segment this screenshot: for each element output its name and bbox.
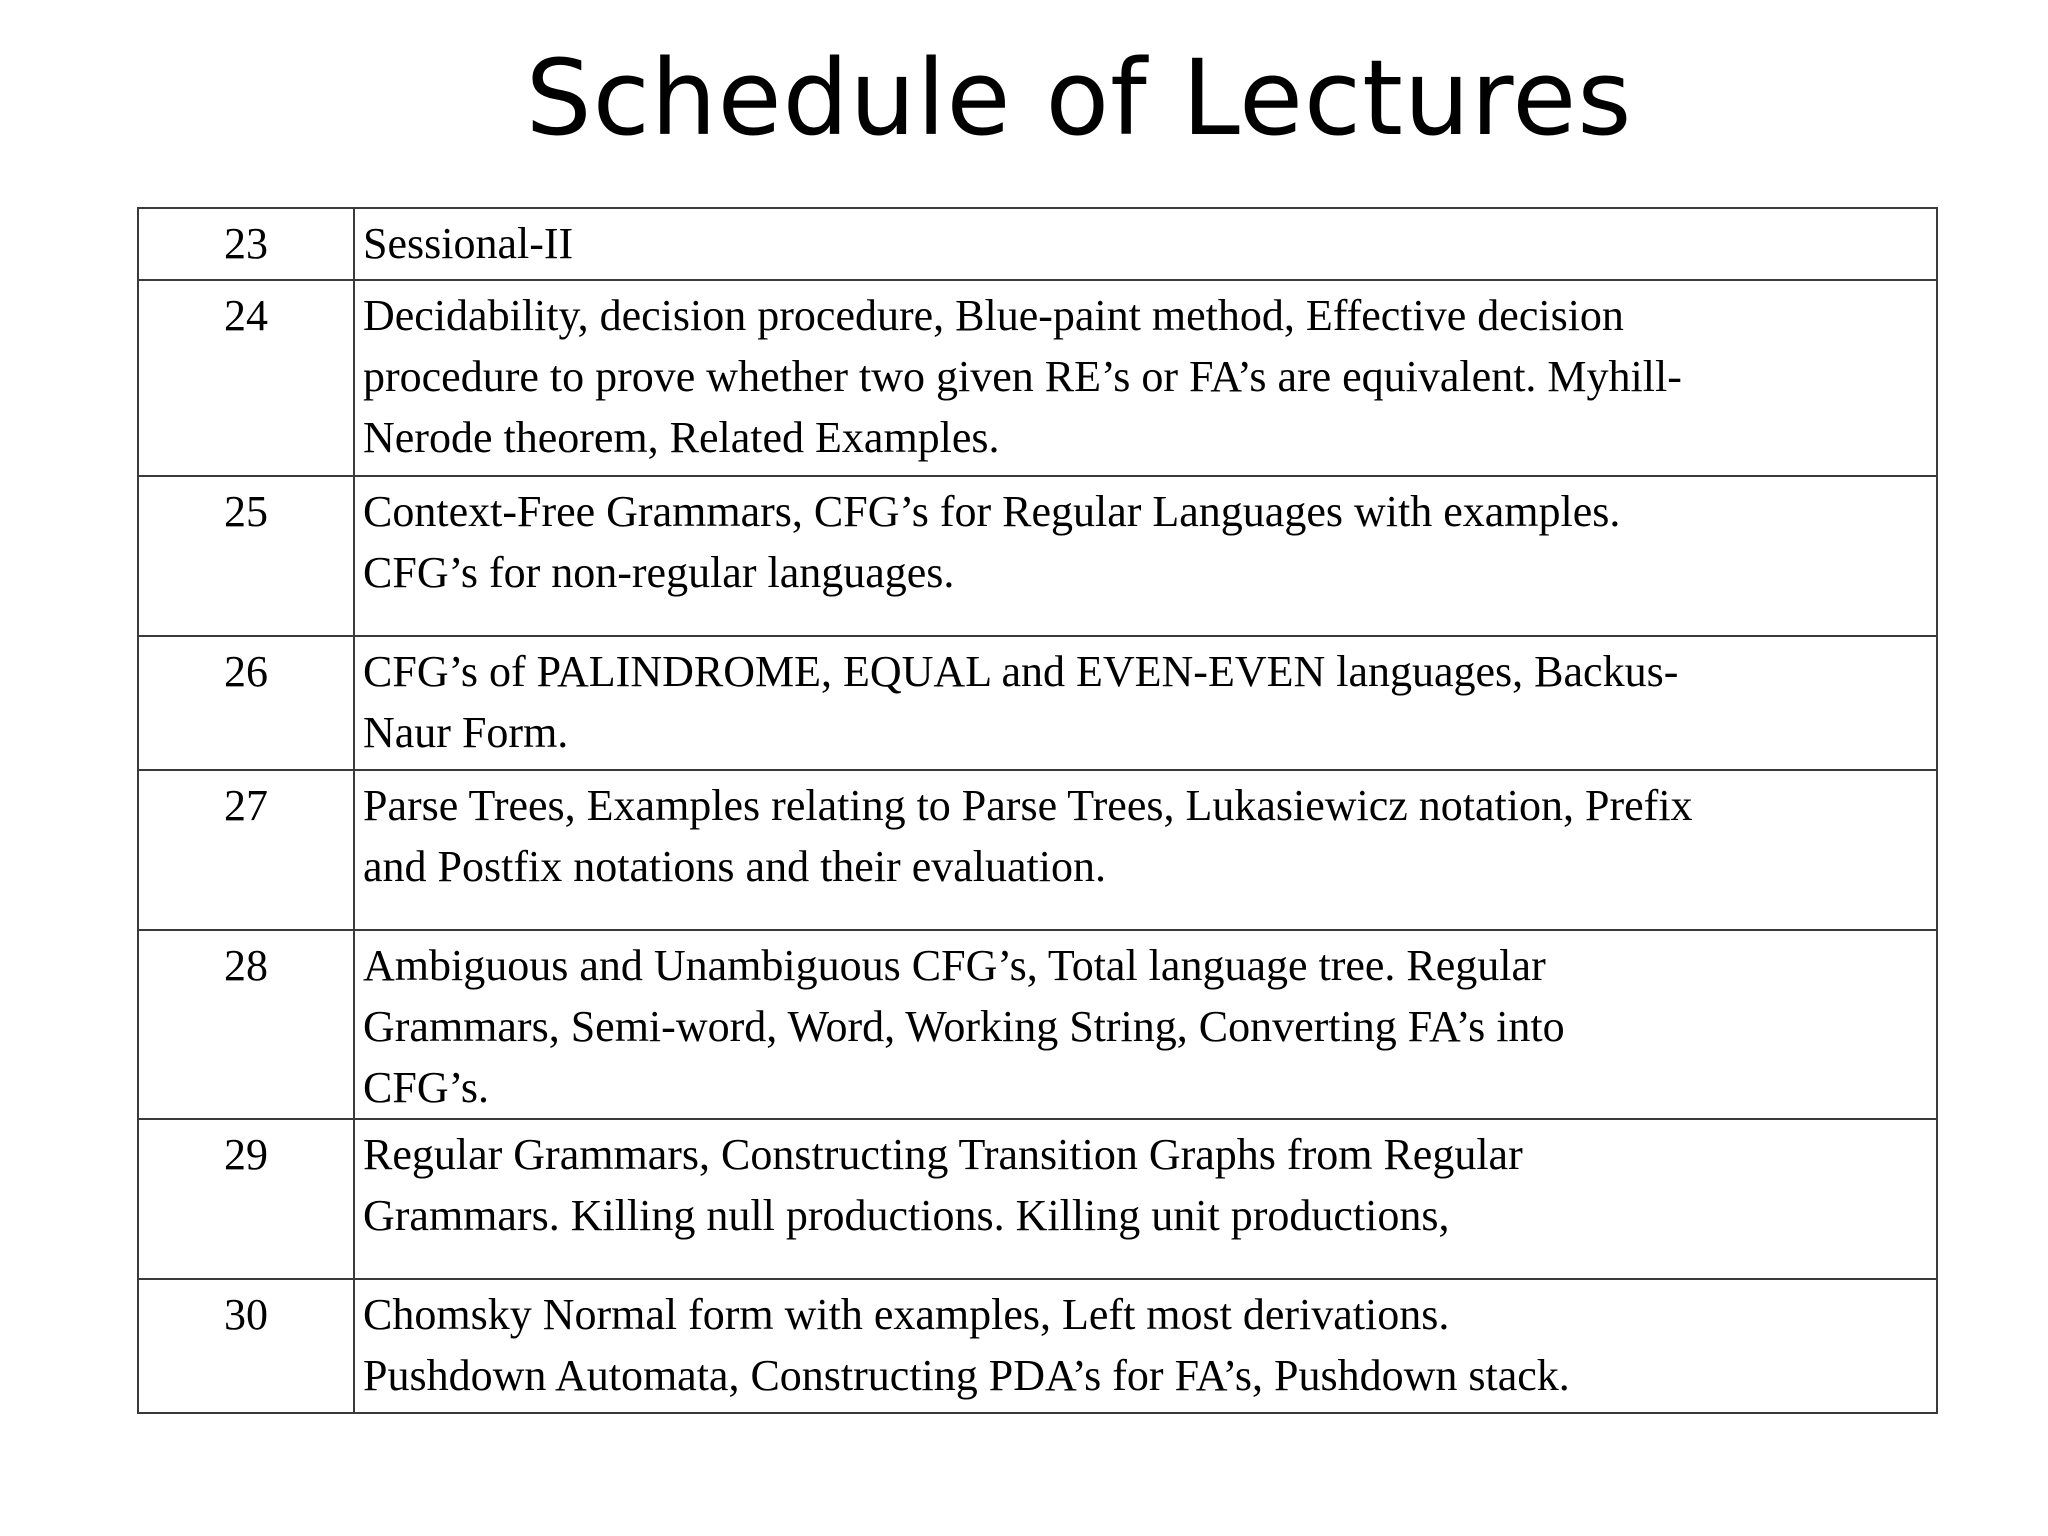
table-row [138,770,1937,930]
table-row [138,1119,1937,1279]
topic-line: Context-Free Grammars, CFG’s for Regular Languages with examples. [363,487,1621,536]
topic-line: procedure to prove whether two given RE’s or FA’s are equivalent. Myhill- [363,352,1682,401]
lecture-topics [354,208,1937,280]
lecture-topics [354,930,1937,1119]
topic-line: Regular Grammars, Constructing Transition Graphs from Regular [363,1130,1523,1179]
table-row [138,476,1937,636]
table-row [138,208,1937,280]
lecture-topics [354,1279,1937,1413]
topic-line: Pushdown Automata, Constructing PDA’s for FA’s, Pushdown stack. [363,1351,1570,1400]
lecture-topics [354,476,1937,636]
table-row [138,636,1937,770]
topic-line: Grammars, Semi-word, Word, Working String, Converting FA’s into [363,1002,1565,1051]
topic-line: Parse Trees, Examples relating to Parse Trees, Lukasiewicz notation, Prefix [363,781,1693,830]
table-row [138,1279,1937,1413]
table-row [138,280,1937,476]
topic-line: CFG’s for non-regular languages. [363,548,955,597]
lecture-number: 26 [138,636,354,770]
lecture-number: 29 [138,1119,354,1279]
topic-line: CFG’s. [363,1063,489,1112]
table-row [138,930,1937,1119]
lecture-topics [354,280,1937,476]
topic-line: Naur Form. [363,708,569,757]
topic-line: Grammars. Killing null productions. Killing unit productions, [363,1191,1450,1240]
lecture-number: 28 [138,930,354,1119]
lecture-number: 25 [138,476,354,636]
topic-line: Sessional-II [363,219,574,268]
lecture-number: 23 [138,208,354,280]
lecture-topics [354,770,1937,930]
lecture-schedule-table [137,207,1938,1414]
topic-line: Chomsky Normal form with examples, Left most derivations. [363,1290,1450,1339]
lecture-number: 30 [138,1279,354,1413]
lecture-topics [354,636,1937,770]
page-title: Schedule of Lectures [525,37,1633,159]
topic-line: Ambiguous and Unambiguous CFG’s, Total language tree. Regular [363,941,1546,990]
topic-line: and Postfix notations and their evaluation. [363,842,1106,891]
topic-line: Nerode theorem, Related Examples. [363,413,1000,462]
lecture-topics [354,1119,1937,1279]
topic-line: Decidability, decision procedure, Blue-paint method, Effective decision [363,291,1624,340]
lecture-number: 24 [138,280,354,476]
topic-line: CFG’s of PALINDROME, EQUAL and EVEN-EVEN languages, Backus- [363,647,1679,696]
lecture-number: 27 [138,770,354,930]
